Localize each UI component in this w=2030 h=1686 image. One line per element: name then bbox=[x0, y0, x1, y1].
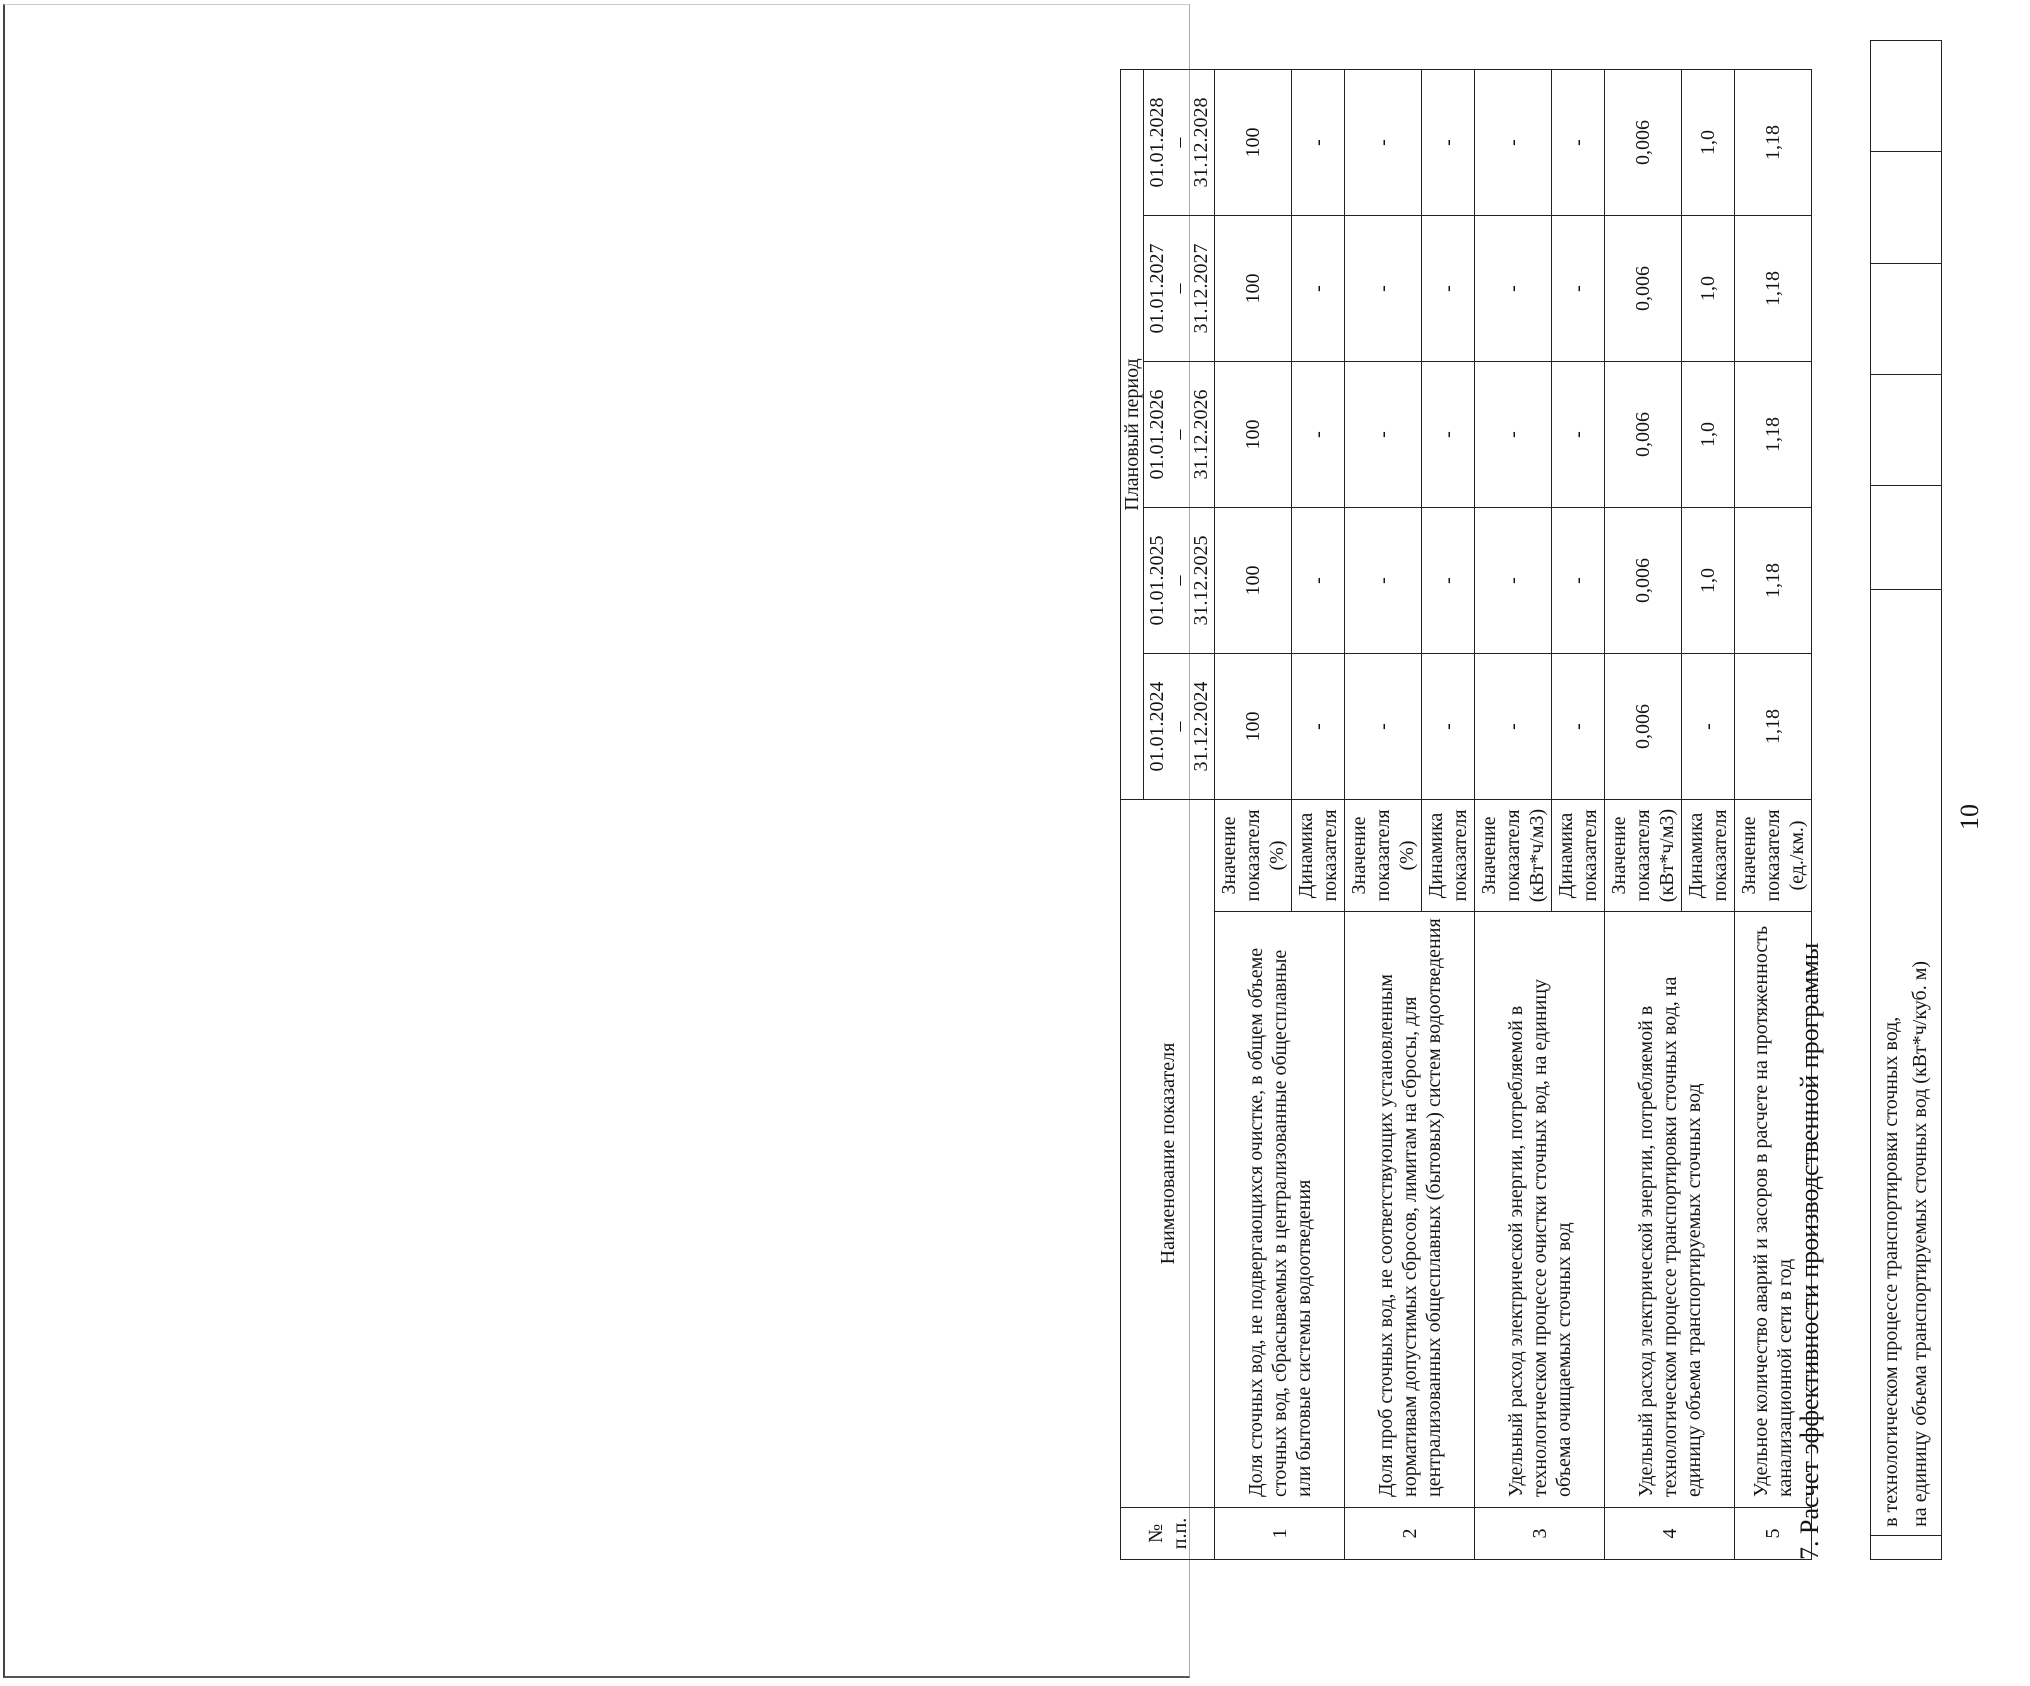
value-cell: - bbox=[1475, 508, 1552, 654]
value-cell: - bbox=[1552, 70, 1605, 216]
indicator-name: Доля проб сточных вод, не соответствующих установленным нормативам допустимых сбросов, лимитам на сбросы, для централизованных общесплавных (бытовых) систем водоотведения bbox=[1345, 912, 1475, 1508]
period-header: 01.01.2026 – 31.12.2026 bbox=[1144, 362, 1215, 508]
efficiency-table bbox=[1120, 69, 1812, 1560]
table-row bbox=[1215, 70, 1292, 1560]
value-cell: 0,006 bbox=[1605, 70, 1682, 216]
value-cell: - bbox=[1292, 70, 1345, 216]
table-cell bbox=[1871, 263, 1942, 374]
fragment-line-2: на единицу объема транспортируемых сточных вод (кВт*ч/куб. м) bbox=[1909, 960, 1931, 1527]
rotated-page-content bbox=[1050, 40, 2030, 1600]
value-cell: 0,006 bbox=[1605, 654, 1682, 800]
value-cell: - bbox=[1422, 216, 1475, 362]
period-header: 01.01.2025 – 31.12.2025 bbox=[1144, 508, 1215, 654]
value-cell: - bbox=[1475, 654, 1552, 800]
indicator-name: Доля сточных вод, не подвергающихся очистке, в общем объеме сточных вод, сбрасываемых в централизованные общесплавные или бытовые системы водоотведения bbox=[1215, 912, 1345, 1508]
value-cell: - bbox=[1292, 508, 1345, 654]
indicator-unit: Значение показателя (кВт*ч/м3) bbox=[1475, 800, 1552, 912]
indicator-unit: Значение показателя (ед./км.) bbox=[1735, 800, 1812, 912]
value-cell: 1,18 bbox=[1735, 508, 1812, 654]
indicator-unit: Значение показателя (кВт*ч/м3) bbox=[1605, 800, 1682, 912]
table-row bbox=[1871, 41, 1942, 1560]
value-cell: 100 bbox=[1215, 362, 1292, 508]
value-cell: - bbox=[1292, 216, 1345, 362]
value-cell: - bbox=[1682, 654, 1735, 800]
value-cell: 0,006 bbox=[1605, 362, 1682, 508]
table-row bbox=[1345, 70, 1422, 1560]
value-cell: - bbox=[1345, 362, 1422, 508]
value-cell: 100 bbox=[1215, 216, 1292, 362]
table-cell bbox=[1871, 1535, 1942, 1559]
table-cell bbox=[1871, 41, 1942, 152]
row-number: 3 bbox=[1475, 1508, 1605, 1560]
value-cell: 100 bbox=[1215, 654, 1292, 800]
value-cell: - bbox=[1345, 70, 1422, 216]
indicator-name: Удельное количество аварий и засоров в расчете на протяженность канализационной сети в год bbox=[1735, 912, 1812, 1508]
period-header: 01.01.2028 – 31.12.2028 bbox=[1144, 70, 1215, 216]
period-header: 01.01.2027 – 31.12.2027 bbox=[1144, 216, 1215, 362]
value-cell: - bbox=[1345, 508, 1422, 654]
indicator-name: Удельный расход электрической энергии, потребляемой в технологическом процессе транспортировки сточных вод, на единицу объема транспортируемых сточных вод bbox=[1605, 912, 1735, 1508]
row-number: 4 bbox=[1605, 1508, 1735, 1560]
indicator-unit: Динамика показателя bbox=[1682, 800, 1735, 912]
value-cell: - bbox=[1345, 216, 1422, 362]
period-header: 01.01.2024 – 31.12.2024 bbox=[1144, 654, 1215, 800]
value-cell: - bbox=[1292, 654, 1345, 800]
value-cell: - bbox=[1475, 362, 1552, 508]
header-num: № п.п. bbox=[1121, 1508, 1215, 1560]
value-cell: 1,0 bbox=[1682, 216, 1735, 362]
value-cell: 1,18 bbox=[1735, 216, 1812, 362]
table-cell bbox=[1871, 486, 1942, 590]
indicator-unit: Динамика показателя bbox=[1422, 800, 1475, 912]
table-row bbox=[1475, 70, 1552, 1560]
continued-table-fragment bbox=[1870, 40, 1942, 1560]
section-title: 7. Расчет эффективности производственной программы bbox=[1795, 942, 1824, 1560]
value-cell: 0,006 bbox=[1605, 216, 1682, 362]
value-cell: 1,18 bbox=[1735, 70, 1812, 216]
indicator-unit: Значение показателя (%) bbox=[1345, 800, 1422, 912]
value-cell: 1,0 bbox=[1682, 508, 1735, 654]
value-cell: - bbox=[1552, 508, 1605, 654]
table-row bbox=[1605, 70, 1682, 1560]
table-row bbox=[1735, 70, 1812, 1560]
value-cell: - bbox=[1552, 362, 1605, 508]
row-number: 5 bbox=[1735, 1508, 1812, 1560]
value-cell: - bbox=[1422, 362, 1475, 508]
value-cell: 100 bbox=[1215, 70, 1292, 216]
row-number: 1 bbox=[1215, 1508, 1345, 1560]
value-cell: - bbox=[1292, 362, 1345, 508]
value-cell: - bbox=[1552, 654, 1605, 800]
table-cell bbox=[1871, 374, 1942, 485]
value-cell: 0,006 bbox=[1605, 508, 1682, 654]
page-number: 10 bbox=[1955, 804, 1984, 830]
value-cell: - bbox=[1422, 654, 1475, 800]
value-cell: - bbox=[1552, 216, 1605, 362]
indicator-unit: Значение показателя (%) bbox=[1215, 800, 1292, 912]
indicator-name-cell bbox=[1871, 590, 1942, 1536]
value-cell: 1,0 bbox=[1682, 362, 1735, 508]
value-cell: - bbox=[1422, 508, 1475, 654]
value-cell: 1,0 bbox=[1682, 70, 1735, 216]
page-border bbox=[3, 4, 1190, 1678]
value-cell: - bbox=[1475, 70, 1552, 216]
row-number: 2 bbox=[1345, 1508, 1475, 1560]
value-cell: 1,18 bbox=[1735, 362, 1812, 508]
value-cell: - bbox=[1422, 70, 1475, 216]
value-cell: 100 bbox=[1215, 508, 1292, 654]
header-name: Наименование показателя bbox=[1121, 800, 1215, 1508]
value-cell: - bbox=[1475, 216, 1552, 362]
value-cell: 1,18 bbox=[1735, 654, 1812, 800]
indicator-name: Удельный расход электрической энергии, потребляемой в технологическом процессе очистки сточных вод, на единицу объема очищаемых сточных вод bbox=[1475, 912, 1605, 1508]
header-row bbox=[1121, 70, 1144, 1560]
fragment-line-1: в технологическом процессе транспортировки сточных вод, bbox=[1880, 1016, 1902, 1527]
indicator-unit: Динамика показателя bbox=[1292, 800, 1345, 912]
value-cell: - bbox=[1345, 654, 1422, 800]
header-plan-period: Плановый период bbox=[1121, 70, 1144, 800]
table-cell bbox=[1871, 152, 1942, 263]
indicator-unit: Динамика показателя bbox=[1552, 800, 1605, 912]
